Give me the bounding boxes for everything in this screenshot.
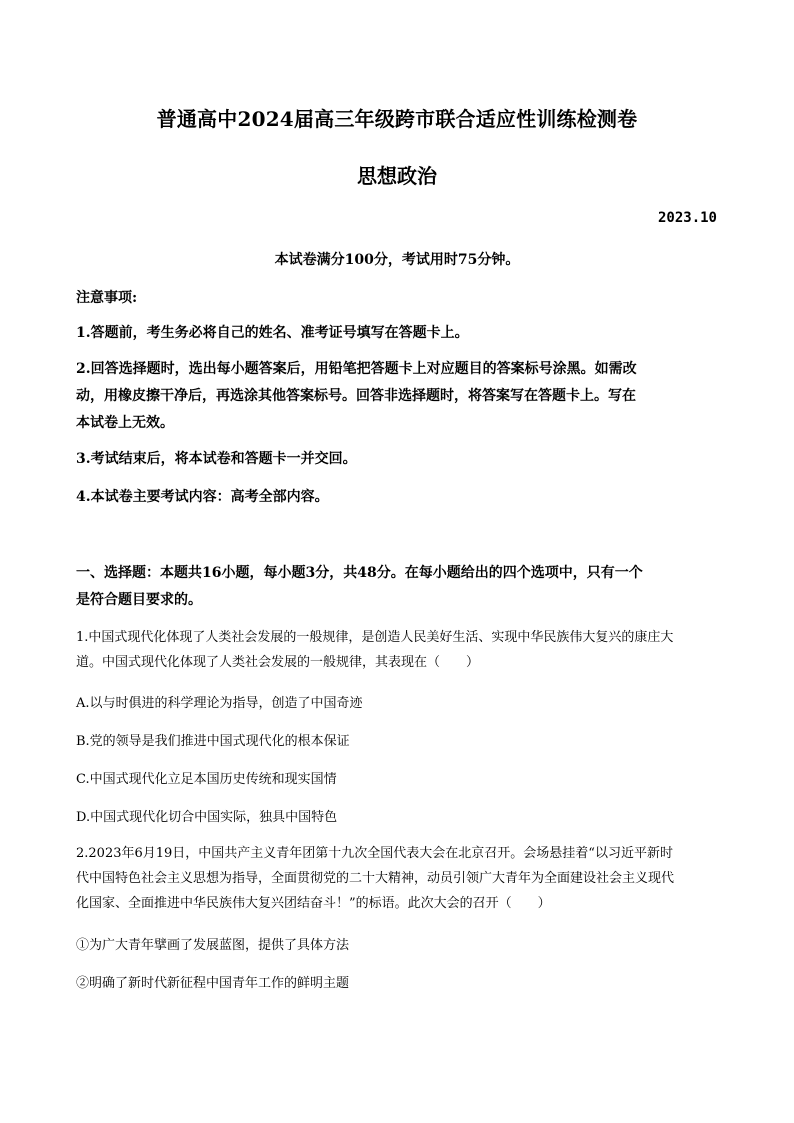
score-time-note: 本试卷满分100分，考试用时75分钟。 <box>274 252 520 268</box>
question-line: 道。中国式现代化体现了人类社会发展的一般规律，其表现在（ ） <box>76 655 480 670</box>
question-line: 2.2023年6月19日，中国共产主义青年团第十九次全国代表大会在北京召开。会场悬挂着“以习近平新时 <box>76 846 673 861</box>
question-1-option-a: A.以与时俱进的科学理论为指导，创造了中国奇迹 <box>76 696 363 711</box>
note-item-1 <box>76 320 718 347</box>
question-line: 代中国特色社会主义思想为指导，全面贯彻党的二十大精神，动员引领广大青年为全面建设社会主义现代 <box>76 871 675 886</box>
question-line: 化国家、全面推进中华民族伟大复兴团结奋斗！”的标语。此次大会的召开（ ） <box>76 896 551 911</box>
subject-title: 思想政治 <box>357 164 437 188</box>
note-line: 动，用橡皮擦干净后，再选涂其他答案标号。回答非选择题时，将答案写在答题卡上。写在 <box>76 388 636 404</box>
question-1-stem <box>76 625 718 675</box>
question-1-option-d: D.中国式现代化切合中国实际，独具中国特色 <box>76 810 338 825</box>
notes-heading: 注意事项: <box>76 290 138 306</box>
question-2-option-2: ②明确了新时代新征程中国青年工作的鲜明主题 <box>76 976 350 991</box>
question-1-option-c: C.中国式现代化立足本国历史传统和现实国情 <box>76 772 337 787</box>
note-item-4 <box>76 484 718 511</box>
note-line: 3.考试结束后，将本试卷和答题卡一并交回。 <box>76 451 357 467</box>
question-line: 1.中国式现代化体现了人类社会发展的一般规律，是创造人民美好生活、实现中华民族伟大复兴的康庄大 <box>76 630 674 645</box>
note-line: 4.本试卷主要考试内容：高考全部内容。 <box>76 489 329 505</box>
note-item-2 <box>76 356 718 437</box>
note-line: 1.答题前，考生务必将自己的姓名、准考证号填写在答题卡上。 <box>76 325 469 341</box>
exam-date: 2023.10 <box>657 210 717 226</box>
question-1-option-b: B.党的领导是我们推进中国式现代化的根本保证 <box>76 734 350 749</box>
question-2-option-1: ①为广大青年擘画了发展蓝图，提供了具体方法 <box>76 938 350 953</box>
note-item-3 <box>76 446 718 473</box>
section-heading <box>76 560 718 614</box>
note-line: 本试卷上无效。 <box>76 415 174 431</box>
note-line: 2.回答选择题时，选出每小题答案后，用铅笔把答题卡上对应题目的答案标号涂黑。如需改 <box>76 361 637 377</box>
section-heading-line: 一、选择题：本题共16小题，每小题3分，共48分。在每小题给出的四个选项中，只有一个 <box>76 565 643 581</box>
question-2-stem <box>76 841 718 916</box>
section-heading-line: 是符合题目要求的。 <box>76 592 202 608</box>
exam-title: 普通高中2024届高三年级跨市联合适应性训练检测卷 <box>156 107 638 131</box>
